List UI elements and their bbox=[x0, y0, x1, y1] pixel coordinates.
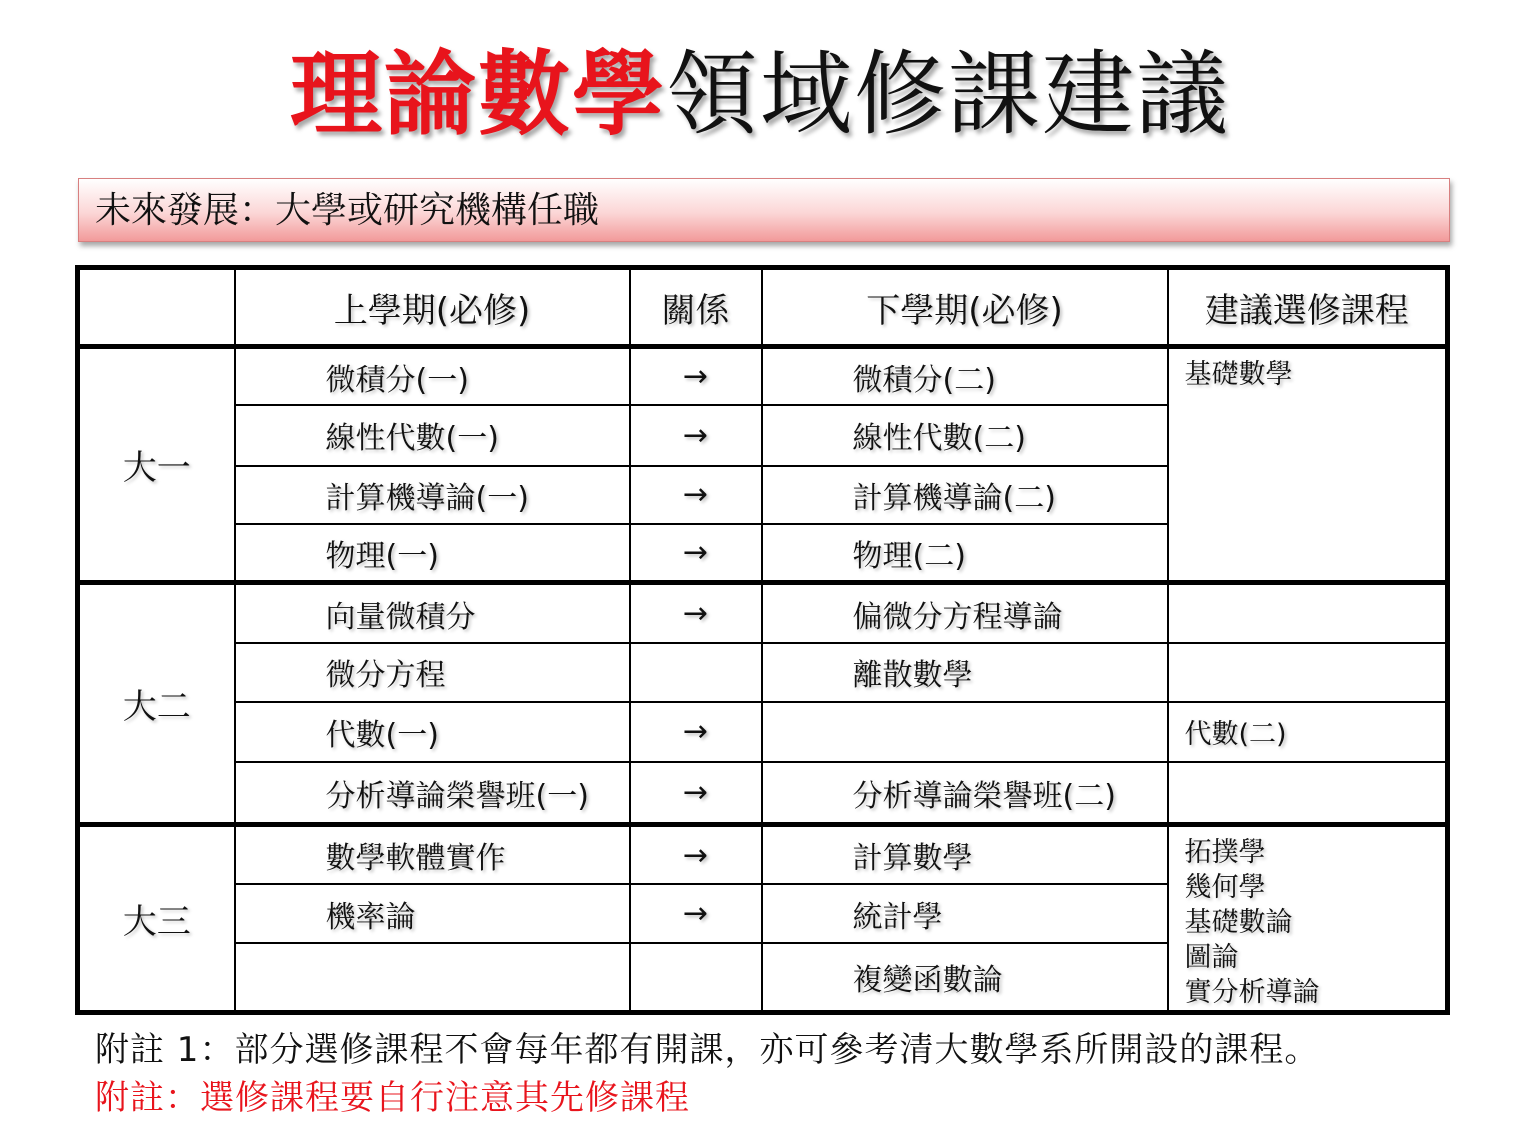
career-banner: 未來發展：大學或研究機構任職 bbox=[78, 178, 1450, 242]
table-row bbox=[78, 825, 1448, 884]
elective-course: 幾何學 bbox=[1184, 872, 1266, 904]
second-semester-course bbox=[762, 702, 1168, 763]
table-header-row bbox=[78, 268, 1448, 347]
page-title bbox=[0, 40, 1520, 150]
second-semester-course: 離散數學 bbox=[762, 643, 1168, 702]
second-semester-course: 微積分(二) bbox=[762, 347, 1168, 406]
second-semester-course: 線性代數(二) bbox=[762, 405, 1168, 466]
second-semester-course: 物理(二) bbox=[762, 524, 1168, 583]
year-label: 大二 bbox=[78, 583, 235, 825]
first-semester-course: 向量微積分 bbox=[235, 583, 630, 644]
first-semester-course bbox=[235, 943, 630, 1013]
header-year bbox=[78, 268, 235, 347]
relation-arrow: → bbox=[630, 405, 762, 466]
year-label: 大三 bbox=[78, 825, 235, 1013]
second-semester-course: 統計學 bbox=[762, 884, 1168, 943]
relation-arrow: → bbox=[630, 524, 762, 583]
relation-arrow: → bbox=[630, 466, 762, 525]
elective-course: 基礎數學 bbox=[1184, 359, 1293, 390]
second-semester-course: 計算數學 bbox=[762, 825, 1168, 884]
first-semester-course: 機率論 bbox=[235, 884, 630, 943]
elective-course: 圖論 bbox=[1184, 942, 1239, 974]
relation-arrow: → bbox=[630, 347, 762, 406]
elective-course bbox=[1168, 643, 1448, 702]
footnote-2: 附註：選修課程要自行注意其先修課程 bbox=[95, 1078, 690, 1118]
table-row bbox=[78, 643, 1448, 702]
second-semester-course: 複變函數論 bbox=[762, 943, 1168, 1013]
header-electives: 建議選修課程 bbox=[1168, 268, 1448, 347]
first-semester-course: 分析導論榮譽班(一) bbox=[235, 762, 630, 825]
table-row bbox=[78, 762, 1448, 825]
table-row bbox=[78, 347, 1448, 406]
elective-course: 基礎數論 bbox=[1184, 907, 1293, 939]
relation-arrow: → bbox=[630, 702, 762, 763]
elective-course: 拓撲學 bbox=[1184, 837, 1266, 869]
year-group-3 bbox=[78, 825, 1448, 1013]
elective-course bbox=[1168, 762, 1448, 825]
footnote-1: 附註 1：部分選修課程不會每年都有開課，亦可參考清大數學系所開設的課程。 bbox=[95, 1030, 1320, 1070]
second-semester-course: 分析導論榮譽班(二) bbox=[762, 762, 1168, 825]
title-rest: 領域修課建議 bbox=[666, 41, 1231, 148]
course-plan-table bbox=[75, 265, 1450, 1015]
first-semester-course: 微分方程 bbox=[235, 643, 630, 702]
elective-course: 代數(二) bbox=[1168, 702, 1448, 763]
first-semester-course: 代數(一) bbox=[235, 702, 630, 763]
table-row bbox=[78, 583, 1448, 644]
relation-arrow bbox=[630, 943, 762, 1013]
title-highlight: 理論數學 bbox=[289, 41, 666, 148]
elective-course: 實分析導論 bbox=[1184, 977, 1320, 1009]
relation-arrow: → bbox=[630, 583, 762, 644]
first-semester-course: 計算機導論(一) bbox=[235, 466, 630, 525]
table-row bbox=[78, 702, 1448, 763]
relation-arrow bbox=[630, 643, 762, 702]
year-label: 大一 bbox=[78, 347, 235, 583]
elective-course bbox=[1168, 583, 1448, 644]
relation-arrow: → bbox=[630, 825, 762, 884]
first-semester-course: 線性代數(一) bbox=[235, 405, 630, 466]
header-second-semester: 下學期(必修) bbox=[762, 268, 1168, 347]
header-first-semester: 上學期(必修) bbox=[235, 268, 630, 347]
relation-arrow: → bbox=[630, 762, 762, 825]
elective-cell bbox=[1168, 825, 1448, 1013]
second-semester-course: 計算機導論(二) bbox=[762, 466, 1168, 525]
first-semester-course: 微積分(一) bbox=[235, 347, 630, 406]
first-semester-course: 物理(一) bbox=[235, 524, 630, 583]
year-group-2 bbox=[78, 583, 1448, 825]
elective-cell bbox=[1168, 347, 1448, 583]
year-group-1 bbox=[78, 347, 1448, 583]
first-semester-course: 數學軟體實作 bbox=[235, 825, 630, 884]
second-semester-course: 偏微分方程導論 bbox=[762, 583, 1168, 644]
header-relation: 關係 bbox=[630, 268, 762, 347]
relation-arrow: → bbox=[630, 884, 762, 943]
